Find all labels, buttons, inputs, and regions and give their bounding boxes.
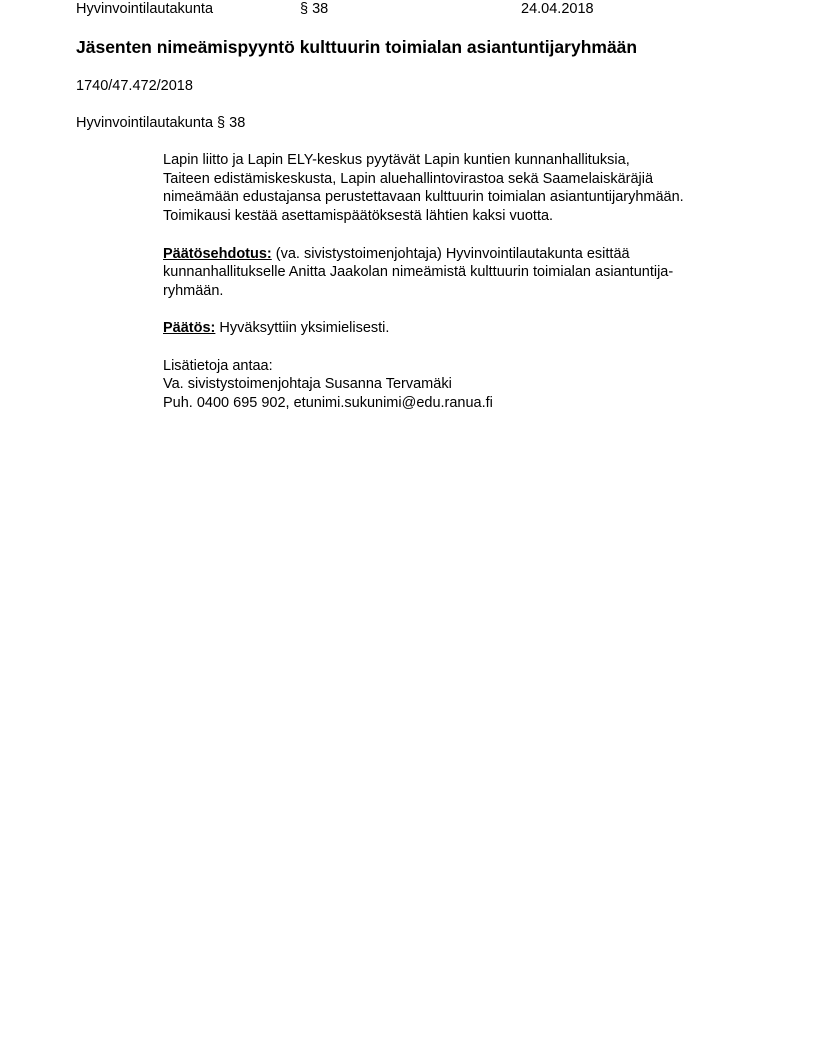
paragraph-spacer — [163, 226, 763, 245]
contact-details: Puh. 0400 695 902, etunimi.sukunimi@edu.ranua.fi — [163, 395, 493, 412]
decision-paragraph — [163, 319, 763, 338]
document-number: 1740/47.472/2018 — [76, 78, 193, 94]
proposal-text: (va. sivistystoimenjohtaja) Hyvinvointilautakunta esittää — [271, 245, 630, 262]
board-reference: Hyvinvointilautakunta § 38 — [76, 115, 246, 131]
decision-text: Hyväksyttiin yksimielisesti. — [215, 320, 390, 337]
intro-line: nimeämään edustajansa perustettavaan kulttuurin toimialan asiantuntijaryhmään. — [163, 189, 684, 206]
proposal-label: Päätösehdotus: — [163, 245, 272, 262]
decision-line — [163, 319, 763, 338]
proposal-line — [163, 245, 763, 264]
contact-name: Va. sivistystoimenjohtaja Susanna Tervamäki — [163, 376, 452, 393]
header-board-name: Hyvinvointilautakunta — [76, 1, 214, 17]
proposal-line: ryhmään. — [163, 282, 224, 299]
header-date: 24.04.2018 — [521, 1, 594, 17]
intro-paragraph — [163, 151, 763, 226]
contact-heading: Lisätietoja antaa: — [163, 357, 273, 374]
paragraph-spacer — [163, 338, 763, 357]
intro-line: Lapin liitto ja Lapin ELY-keskus pyytävät Lapin kuntien kunnanhallituksia, — [163, 152, 630, 168]
header-section-number: § 38 — [300, 1, 329, 17]
decision-label: Päätös: — [163, 320, 216, 337]
document-body — [163, 151, 763, 413]
proposal-paragraph — [163, 245, 763, 301]
paragraph-spacer — [163, 301, 763, 320]
intro-line: Toimikausi kestää asettamispäätöksestä lähtien kaksi vuotta. — [163, 208, 554, 225]
proposal-line: kunnanhallitukselle Anitta Jaakolan nimeämistä kulttuurin toimialan asiantuntija- — [163, 264, 674, 281]
page-header — [76, 0, 776, 18]
contact-paragraph — [163, 357, 763, 413]
intro-line: Taiteen edistämiskeskusta, Lapin aluehallintovirastoa sekä Saamelaiskäräjiä — [163, 170, 654, 187]
document-title: Jäsenten nimeämispyyntö kulttuurin toimialan asiantuntijaryhmään — [76, 37, 638, 57]
